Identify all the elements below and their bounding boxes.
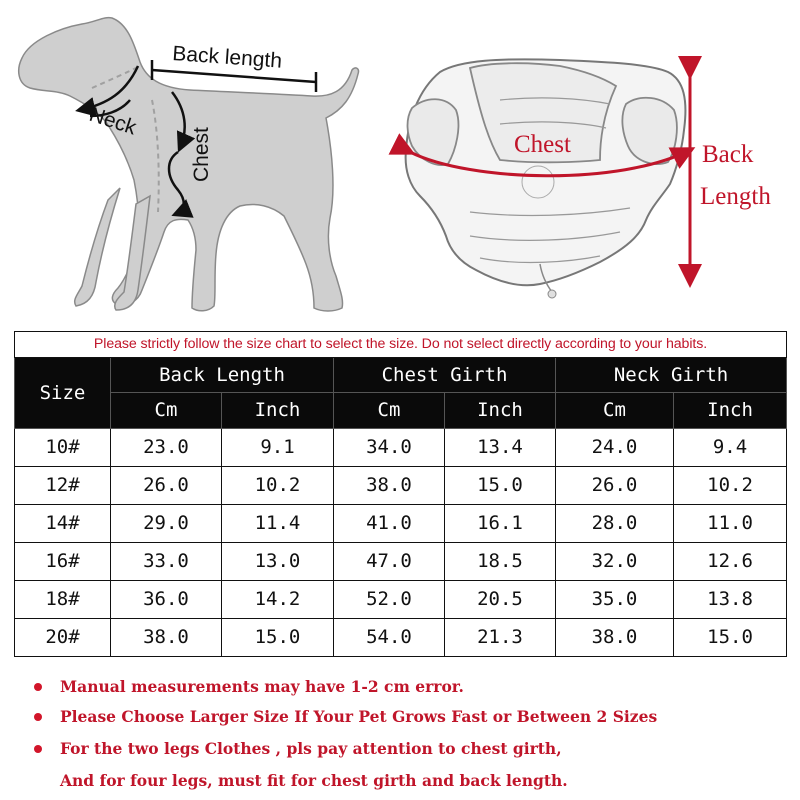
chest-cm-cell: 54.0 bbox=[334, 618, 445, 656]
size-cell: 20# bbox=[15, 618, 111, 656]
neck-inch-cell: 10.2 bbox=[674, 466, 787, 504]
size-cell: 14# bbox=[15, 504, 111, 542]
chest-inch-cell: 13.4 bbox=[445, 428, 556, 466]
bullet-icon bbox=[34, 713, 42, 721]
back-cm-cell: 36.0 bbox=[111, 580, 222, 618]
neck-inch-cell: 15.0 bbox=[674, 618, 787, 656]
chest-girth-header: Chest Girth bbox=[334, 357, 556, 392]
back-cm-cell: 26.0 bbox=[111, 466, 222, 504]
neck-label: Neck bbox=[86, 102, 140, 140]
note-text: And for four legs, must fit for chest girth and back length. bbox=[60, 771, 568, 790]
size-chart-table bbox=[14, 331, 787, 657]
neck-cm-cell: 35.0 bbox=[556, 580, 674, 618]
chest-inch-cell: 16.1 bbox=[445, 504, 556, 542]
unit-header: Cm bbox=[334, 392, 445, 428]
unit-header: Inch bbox=[674, 392, 787, 428]
table-row bbox=[15, 428, 787, 466]
coat-back-label: Back bbox=[702, 141, 754, 168]
chest-cm-cell: 34.0 bbox=[334, 428, 445, 466]
size-cell: 12# bbox=[15, 466, 111, 504]
back-cm-cell: 23.0 bbox=[111, 428, 222, 466]
back-cm-cell: 38.0 bbox=[111, 618, 222, 656]
size-cell: 10# bbox=[15, 428, 111, 466]
coat-chest-label: Chest bbox=[514, 131, 571, 158]
neck-cm-cell: 38.0 bbox=[556, 618, 674, 656]
neck-cm-cell: 28.0 bbox=[556, 504, 674, 542]
neck-cm-cell: 32.0 bbox=[556, 542, 674, 580]
back-inch-cell: 9.1 bbox=[222, 428, 334, 466]
note-item bbox=[34, 771, 568, 790]
chest-inch-cell: 15.0 bbox=[445, 466, 556, 504]
chest-cm-cell: 38.0 bbox=[334, 466, 445, 504]
size-cell: 18# bbox=[15, 580, 111, 618]
back-inch-cell: 15.0 bbox=[222, 618, 334, 656]
table-row bbox=[15, 504, 787, 542]
bullet-icon bbox=[34, 683, 42, 691]
note-text: Please Choose Larger Size If Your Pet Grows Fast or Between 2 Sizes bbox=[60, 707, 658, 726]
back-cm-cell: 33.0 bbox=[111, 542, 222, 580]
chest-inch-cell: 21.3 bbox=[445, 618, 556, 656]
neck-inch-cell: 12.6 bbox=[674, 542, 787, 580]
note-text: For the two legs Clothes , pls pay attention to chest girth, bbox=[60, 739, 562, 758]
chest-cm-cell: 41.0 bbox=[334, 504, 445, 542]
table-row bbox=[15, 466, 787, 504]
note-item bbox=[34, 707, 657, 726]
back-inch-cell: 13.0 bbox=[222, 542, 334, 580]
back-length-label: Back length bbox=[171, 42, 283, 73]
neck-inch-cell: 13.8 bbox=[674, 580, 787, 618]
unit-header: Cm bbox=[111, 392, 222, 428]
note-text: Manual measurements may have 1-2 cm error. bbox=[60, 677, 464, 696]
coat-illustration bbox=[406, 59, 686, 298]
size-cell: 16# bbox=[15, 542, 111, 580]
back-inch-cell: 11.4 bbox=[222, 504, 334, 542]
back-inch-cell: 10.2 bbox=[222, 466, 334, 504]
back-length-header: Back Length bbox=[111, 357, 334, 392]
neck-inch-cell: 11.0 bbox=[674, 504, 787, 542]
unit-header: Cm bbox=[556, 392, 674, 428]
unit-header: Inch bbox=[445, 392, 556, 428]
back-cm-cell: 29.0 bbox=[111, 504, 222, 542]
size-header: Size bbox=[15, 357, 111, 428]
table-row bbox=[15, 580, 787, 618]
size-notice: Please strictly follow the size chart to select the size. Do not select directly according to your habits. bbox=[15, 332, 787, 358]
chest-cm-cell: 47.0 bbox=[334, 542, 445, 580]
chest-inch-cell: 20.5 bbox=[445, 580, 556, 618]
unit-header: Inch bbox=[222, 392, 334, 428]
back-inch-cell: 14.2 bbox=[222, 580, 334, 618]
neck-cm-cell: 24.0 bbox=[556, 428, 674, 466]
table-row bbox=[15, 618, 787, 656]
measurement-diagram bbox=[0, 0, 800, 330]
neck-inch-cell: 9.4 bbox=[674, 428, 787, 466]
coat-length-label: Length bbox=[700, 183, 771, 210]
table-row bbox=[15, 542, 787, 580]
chest-inch-cell: 18.5 bbox=[445, 542, 556, 580]
note-item bbox=[34, 739, 562, 758]
bullet-icon bbox=[34, 745, 42, 753]
neck-girth-header: Neck Girth bbox=[556, 357, 787, 392]
note-item bbox=[34, 677, 464, 696]
chest-cm-cell: 52.0 bbox=[334, 580, 445, 618]
neck-cm-cell: 26.0 bbox=[556, 466, 674, 504]
chest-label: Chest bbox=[190, 127, 213, 182]
